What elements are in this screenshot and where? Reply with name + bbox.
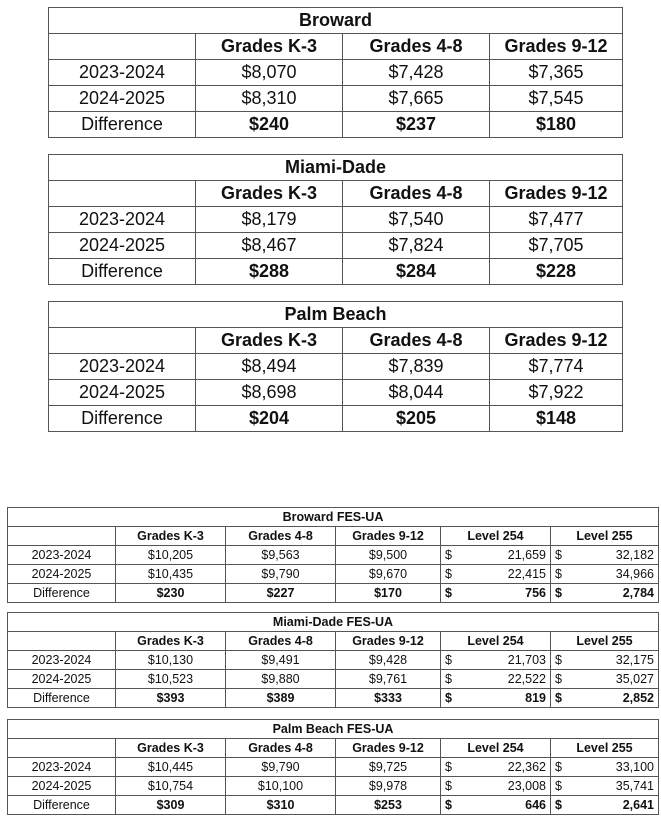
currency-sign: $ — [555, 567, 562, 581]
cell-value: $253 — [336, 796, 441, 815]
cell-value: $10,435 — [116, 565, 226, 584]
table-row — [8, 670, 659, 689]
table-row — [8, 651, 659, 670]
cell-value: $288 — [196, 259, 343, 285]
currency-sign: $ — [445, 798, 452, 812]
row-label: Difference — [49, 112, 196, 138]
cell-value: $10,754 — [116, 777, 226, 796]
empty-header — [49, 181, 196, 207]
cell-value: 32,175 — [615, 653, 654, 667]
cell-value: 819 — [525, 691, 546, 705]
empty-header — [8, 739, 116, 758]
cell-value: $148 — [490, 406, 623, 432]
level-cell — [441, 546, 551, 565]
column-header: Grades K-3 — [116, 632, 226, 651]
cell-value: 2,852 — [622, 691, 654, 705]
level-cell — [441, 689, 551, 708]
cell-value: 35,027 — [615, 672, 654, 686]
row-label: 2024-2025 — [8, 565, 116, 584]
table-title: Palm Beach FES-UA — [8, 720, 659, 739]
cell-value: $393 — [116, 689, 226, 708]
empty-header — [8, 632, 116, 651]
column-header: Grades K-3 — [196, 181, 343, 207]
cell-value: $8,179 — [196, 207, 343, 233]
column-header: Level 255 — [551, 739, 659, 758]
level-cell — [551, 689, 659, 708]
column-header: Grades 4-8 — [226, 527, 336, 546]
empty-header — [49, 34, 196, 60]
table-row — [8, 796, 659, 815]
cell-value: $333 — [336, 689, 441, 708]
cell-value: $9,790 — [226, 758, 336, 777]
level-cell — [551, 584, 659, 603]
cell-value: $8,494 — [196, 354, 343, 380]
cell-value: $7,665 — [342, 86, 489, 112]
column-header: Level 255 — [551, 632, 659, 651]
column-header: Grades K-3 — [196, 34, 343, 60]
cell-value: $7,705 — [489, 233, 622, 259]
level-cell — [441, 777, 551, 796]
currency-sign: $ — [555, 779, 562, 793]
currency-sign: $ — [555, 548, 562, 562]
level-cell — [551, 651, 659, 670]
cell-value: $9,978 — [336, 777, 441, 796]
table-row — [8, 565, 659, 584]
cell-value: $240 — [196, 112, 343, 138]
cell-value: $9,790 — [226, 565, 336, 584]
table-row — [8, 584, 659, 603]
row-label: 2024-2025 — [49, 233, 196, 259]
cell-value: $310 — [226, 796, 336, 815]
row-label: 2024-2025 — [49, 86, 196, 112]
table-row — [49, 60, 623, 86]
row-label: 2023-2024 — [8, 651, 116, 670]
funding-table-1 — [48, 154, 623, 285]
currency-sign: $ — [445, 548, 452, 562]
row-label: Difference — [8, 796, 116, 815]
column-header: Grades 4-8 — [226, 632, 336, 651]
table-row — [8, 546, 659, 565]
column-header: Grades 4-8 — [342, 181, 489, 207]
table-row — [49, 380, 623, 406]
currency-sign: $ — [555, 586, 562, 600]
row-label: Difference — [49, 406, 196, 432]
level-cell — [551, 670, 659, 689]
column-header: Level 254 — [441, 632, 551, 651]
currency-sign: $ — [555, 691, 562, 705]
cell-value: $204 — [196, 406, 343, 432]
cell-value: $7,545 — [489, 86, 622, 112]
column-header: Grades 9-12 — [489, 34, 622, 60]
column-header: Grades 9-12 — [336, 739, 441, 758]
column-header: Grades K-3 — [116, 527, 226, 546]
row-label: 2023-2024 — [49, 354, 196, 380]
table-row — [49, 112, 623, 138]
level-cell — [441, 651, 551, 670]
table-row — [8, 758, 659, 777]
table-row — [8, 777, 659, 796]
cell-value: $7,839 — [343, 354, 490, 380]
cell-value: $9,761 — [336, 670, 441, 689]
column-header: Level 255 — [551, 527, 659, 546]
row-label: 2024-2025 — [49, 380, 196, 406]
funding-table-2 — [48, 301, 623, 432]
cell-value: $230 — [116, 584, 226, 603]
level-cell — [441, 565, 551, 584]
cell-value: $309 — [116, 796, 226, 815]
cell-value: 35,741 — [615, 779, 654, 793]
cell-value: $8,070 — [196, 60, 343, 86]
table-row — [49, 233, 623, 259]
cell-value: $389 — [226, 689, 336, 708]
table-row — [49, 207, 623, 233]
cell-value: $9,500 — [336, 546, 441, 565]
cell-value: 2,641 — [622, 798, 654, 812]
cell-value: 22,522 — [507, 672, 546, 686]
level-cell — [551, 546, 659, 565]
column-header: Grades 9-12 — [336, 527, 441, 546]
cell-value: $7,774 — [490, 354, 623, 380]
cell-value: $9,563 — [226, 546, 336, 565]
cell-value: $227 — [226, 584, 336, 603]
table-row — [49, 354, 623, 380]
currency-sign: $ — [445, 760, 452, 774]
table-title: Miami-Dade — [49, 155, 623, 181]
cell-value: $10,445 — [116, 758, 226, 777]
cell-value: $10,100 — [226, 777, 336, 796]
fes-table-1 — [7, 612, 659, 708]
cell-value: 34,966 — [615, 567, 654, 581]
cell-value: $284 — [342, 259, 489, 285]
cell-value: 2,784 — [622, 586, 654, 600]
cell-value: 22,362 — [507, 760, 546, 774]
cell-value: $7,428 — [342, 60, 489, 86]
empty-header — [49, 328, 196, 354]
table-row — [49, 406, 623, 432]
empty-header — [8, 527, 116, 546]
cell-value: 756 — [525, 586, 546, 600]
level-cell — [551, 758, 659, 777]
table-title: Miami-Dade FES-UA — [8, 613, 659, 632]
row-label: 2024-2025 — [8, 777, 116, 796]
level-cell — [551, 796, 659, 815]
row-label: 2023-2024 — [8, 546, 116, 565]
cell-value: 33,100 — [615, 760, 654, 774]
currency-sign: $ — [445, 586, 452, 600]
cell-value: $9,428 — [336, 651, 441, 670]
cell-value: $7,922 — [490, 380, 623, 406]
row-label: Difference — [8, 584, 116, 603]
currency-sign: $ — [555, 672, 562, 686]
cell-value: $170 — [336, 584, 441, 603]
cell-value: 22,415 — [507, 567, 546, 581]
table-title: Broward — [49, 8, 623, 34]
column-header: Level 254 — [441, 527, 551, 546]
row-label: 2023-2024 — [8, 758, 116, 777]
fes-table-2 — [7, 719, 659, 815]
row-label: Difference — [49, 259, 196, 285]
row-label: 2024-2025 — [8, 670, 116, 689]
currency-sign: $ — [555, 798, 562, 812]
table-title: Palm Beach — [49, 302, 623, 328]
currency-sign: $ — [555, 760, 562, 774]
currency-sign: $ — [445, 672, 452, 686]
row-label: Difference — [8, 689, 116, 708]
cell-value: 646 — [525, 798, 546, 812]
level-cell — [551, 777, 659, 796]
currency-sign: $ — [445, 779, 452, 793]
cell-value: $8,044 — [343, 380, 490, 406]
currency-sign: $ — [555, 653, 562, 667]
level-cell — [441, 796, 551, 815]
cell-value: $180 — [489, 112, 622, 138]
cell-value: $9,880 — [226, 670, 336, 689]
cell-value: $10,523 — [116, 670, 226, 689]
cell-value: $10,205 — [116, 546, 226, 565]
row-label: 2023-2024 — [49, 60, 196, 86]
column-header: Grades 4-8 — [343, 328, 490, 354]
table-title: Broward FES-UA — [8, 508, 659, 527]
funding-table-0 — [48, 7, 623, 138]
cell-value: $9,670 — [336, 565, 441, 584]
currency-sign: $ — [445, 691, 452, 705]
cell-value: 23,008 — [507, 779, 546, 793]
fes-table-0 — [7, 507, 659, 603]
currency-sign: $ — [445, 653, 452, 667]
cell-value: $237 — [342, 112, 489, 138]
column-header: Grades 9-12 — [490, 328, 623, 354]
column-header: Grades 4-8 — [226, 739, 336, 758]
table-row — [49, 259, 623, 285]
cell-value: $205 — [343, 406, 490, 432]
level-cell — [441, 670, 551, 689]
cell-value: 21,659 — [507, 548, 546, 562]
cell-value: $7,365 — [489, 60, 622, 86]
cell-value: $228 — [489, 259, 622, 285]
cell-value: 32,182 — [615, 548, 654, 562]
cell-value: $7,477 — [489, 207, 622, 233]
cell-value: $7,824 — [342, 233, 489, 259]
cell-value: $10,130 — [116, 651, 226, 670]
cell-value: $9,725 — [336, 758, 441, 777]
level-cell — [441, 584, 551, 603]
row-label: 2023-2024 — [49, 207, 196, 233]
column-header: Grades K-3 — [116, 739, 226, 758]
column-header: Grades 9-12 — [336, 632, 441, 651]
cell-value: $7,540 — [342, 207, 489, 233]
level-cell — [441, 758, 551, 777]
cell-value: $9,491 — [226, 651, 336, 670]
cell-value: $8,310 — [196, 86, 343, 112]
column-header: Grades 9-12 — [489, 181, 622, 207]
table-row — [8, 689, 659, 708]
column-header: Grades 4-8 — [342, 34, 489, 60]
cell-value: 21,703 — [507, 653, 546, 667]
column-header: Level 254 — [441, 739, 551, 758]
level-cell — [551, 565, 659, 584]
cell-value: $8,698 — [196, 380, 343, 406]
column-header: Grades K-3 — [196, 328, 343, 354]
table-row — [49, 86, 623, 112]
currency-sign: $ — [445, 567, 452, 581]
cell-value: $8,467 — [196, 233, 343, 259]
